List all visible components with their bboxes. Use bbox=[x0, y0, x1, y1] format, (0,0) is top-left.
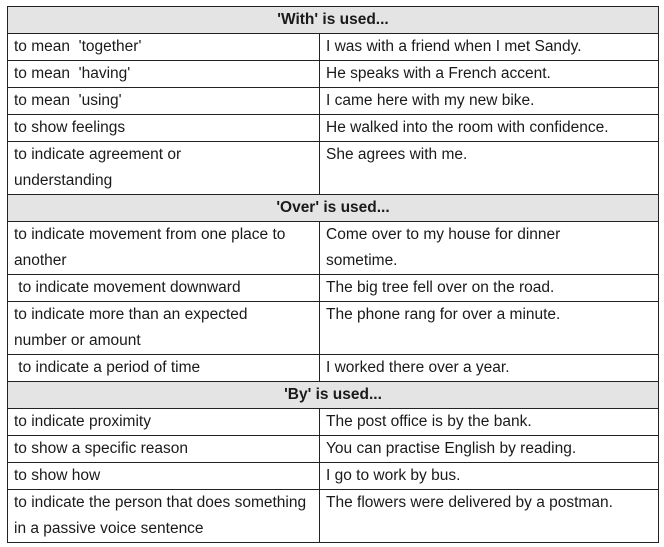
usage-cell: to show feelings bbox=[8, 115, 320, 142]
usage-cell: to indicate a period of time bbox=[8, 355, 320, 382]
table-row bbox=[8, 490, 659, 543]
example-cell: I was with a friend when I met Sandy. bbox=[320, 34, 659, 61]
usage-cell: to mean 'together' bbox=[8, 34, 320, 61]
table-row bbox=[8, 463, 659, 490]
section-header-cell: 'With' is used... bbox=[8, 7, 659, 34]
example-cell: The post office is by the bank. bbox=[320, 409, 659, 436]
table-row bbox=[8, 34, 659, 61]
table-row bbox=[8, 88, 659, 115]
usage-cell: to show a specific reason bbox=[8, 436, 320, 463]
example-cell: I worked there over a year. bbox=[320, 355, 659, 382]
example-cell: He walked into the room with confidence. bbox=[320, 115, 659, 142]
section-header-over bbox=[8, 195, 659, 222]
usage-cell: to indicate proximity bbox=[8, 409, 320, 436]
usage-cell: to indicate the person that does something in a passive voice sentence bbox=[8, 490, 320, 543]
example-cell: I go to work by bus. bbox=[320, 463, 659, 490]
table-row bbox=[8, 61, 659, 88]
example-cell: She agrees with me. bbox=[320, 142, 659, 195]
table-row bbox=[8, 355, 659, 382]
table-row bbox=[8, 222, 659, 275]
table-row bbox=[8, 275, 659, 302]
usage-cell: to indicate movement downward bbox=[8, 275, 320, 302]
prepositions-table bbox=[7, 6, 659, 543]
table-row bbox=[8, 436, 659, 463]
usage-cell: to indicate agreement or understanding bbox=[8, 142, 320, 195]
usage-cell: to mean 'having' bbox=[8, 61, 320, 88]
section-header-by bbox=[8, 382, 659, 409]
usage-cell: to indicate movement from one place to another bbox=[8, 222, 320, 275]
usage-cell: to indicate more than an expected number or amount bbox=[8, 302, 320, 355]
example-cell: I came here with my new bike. bbox=[320, 88, 659, 115]
example-cell: The flowers were delivered by a postman. bbox=[320, 490, 659, 543]
usage-cell: to show how bbox=[8, 463, 320, 490]
example-cell: The big tree fell over on the road. bbox=[320, 275, 659, 302]
usage-cell: to mean 'using' bbox=[8, 88, 320, 115]
table-row bbox=[8, 142, 659, 195]
example-cell: The phone rang for over a minute. bbox=[320, 302, 659, 355]
table-row bbox=[8, 115, 659, 142]
section-header-with bbox=[8, 7, 659, 34]
example-cell: You can practise English by reading. bbox=[320, 436, 659, 463]
example-cell: Come over to my house for dinner sometime. bbox=[320, 222, 659, 275]
table-row bbox=[8, 302, 659, 355]
table-row bbox=[8, 409, 659, 436]
section-header-cell: 'By' is used... bbox=[8, 382, 659, 409]
section-header-cell: 'Over' is used... bbox=[8, 195, 659, 222]
example-cell: He speaks with a French accent. bbox=[320, 61, 659, 88]
